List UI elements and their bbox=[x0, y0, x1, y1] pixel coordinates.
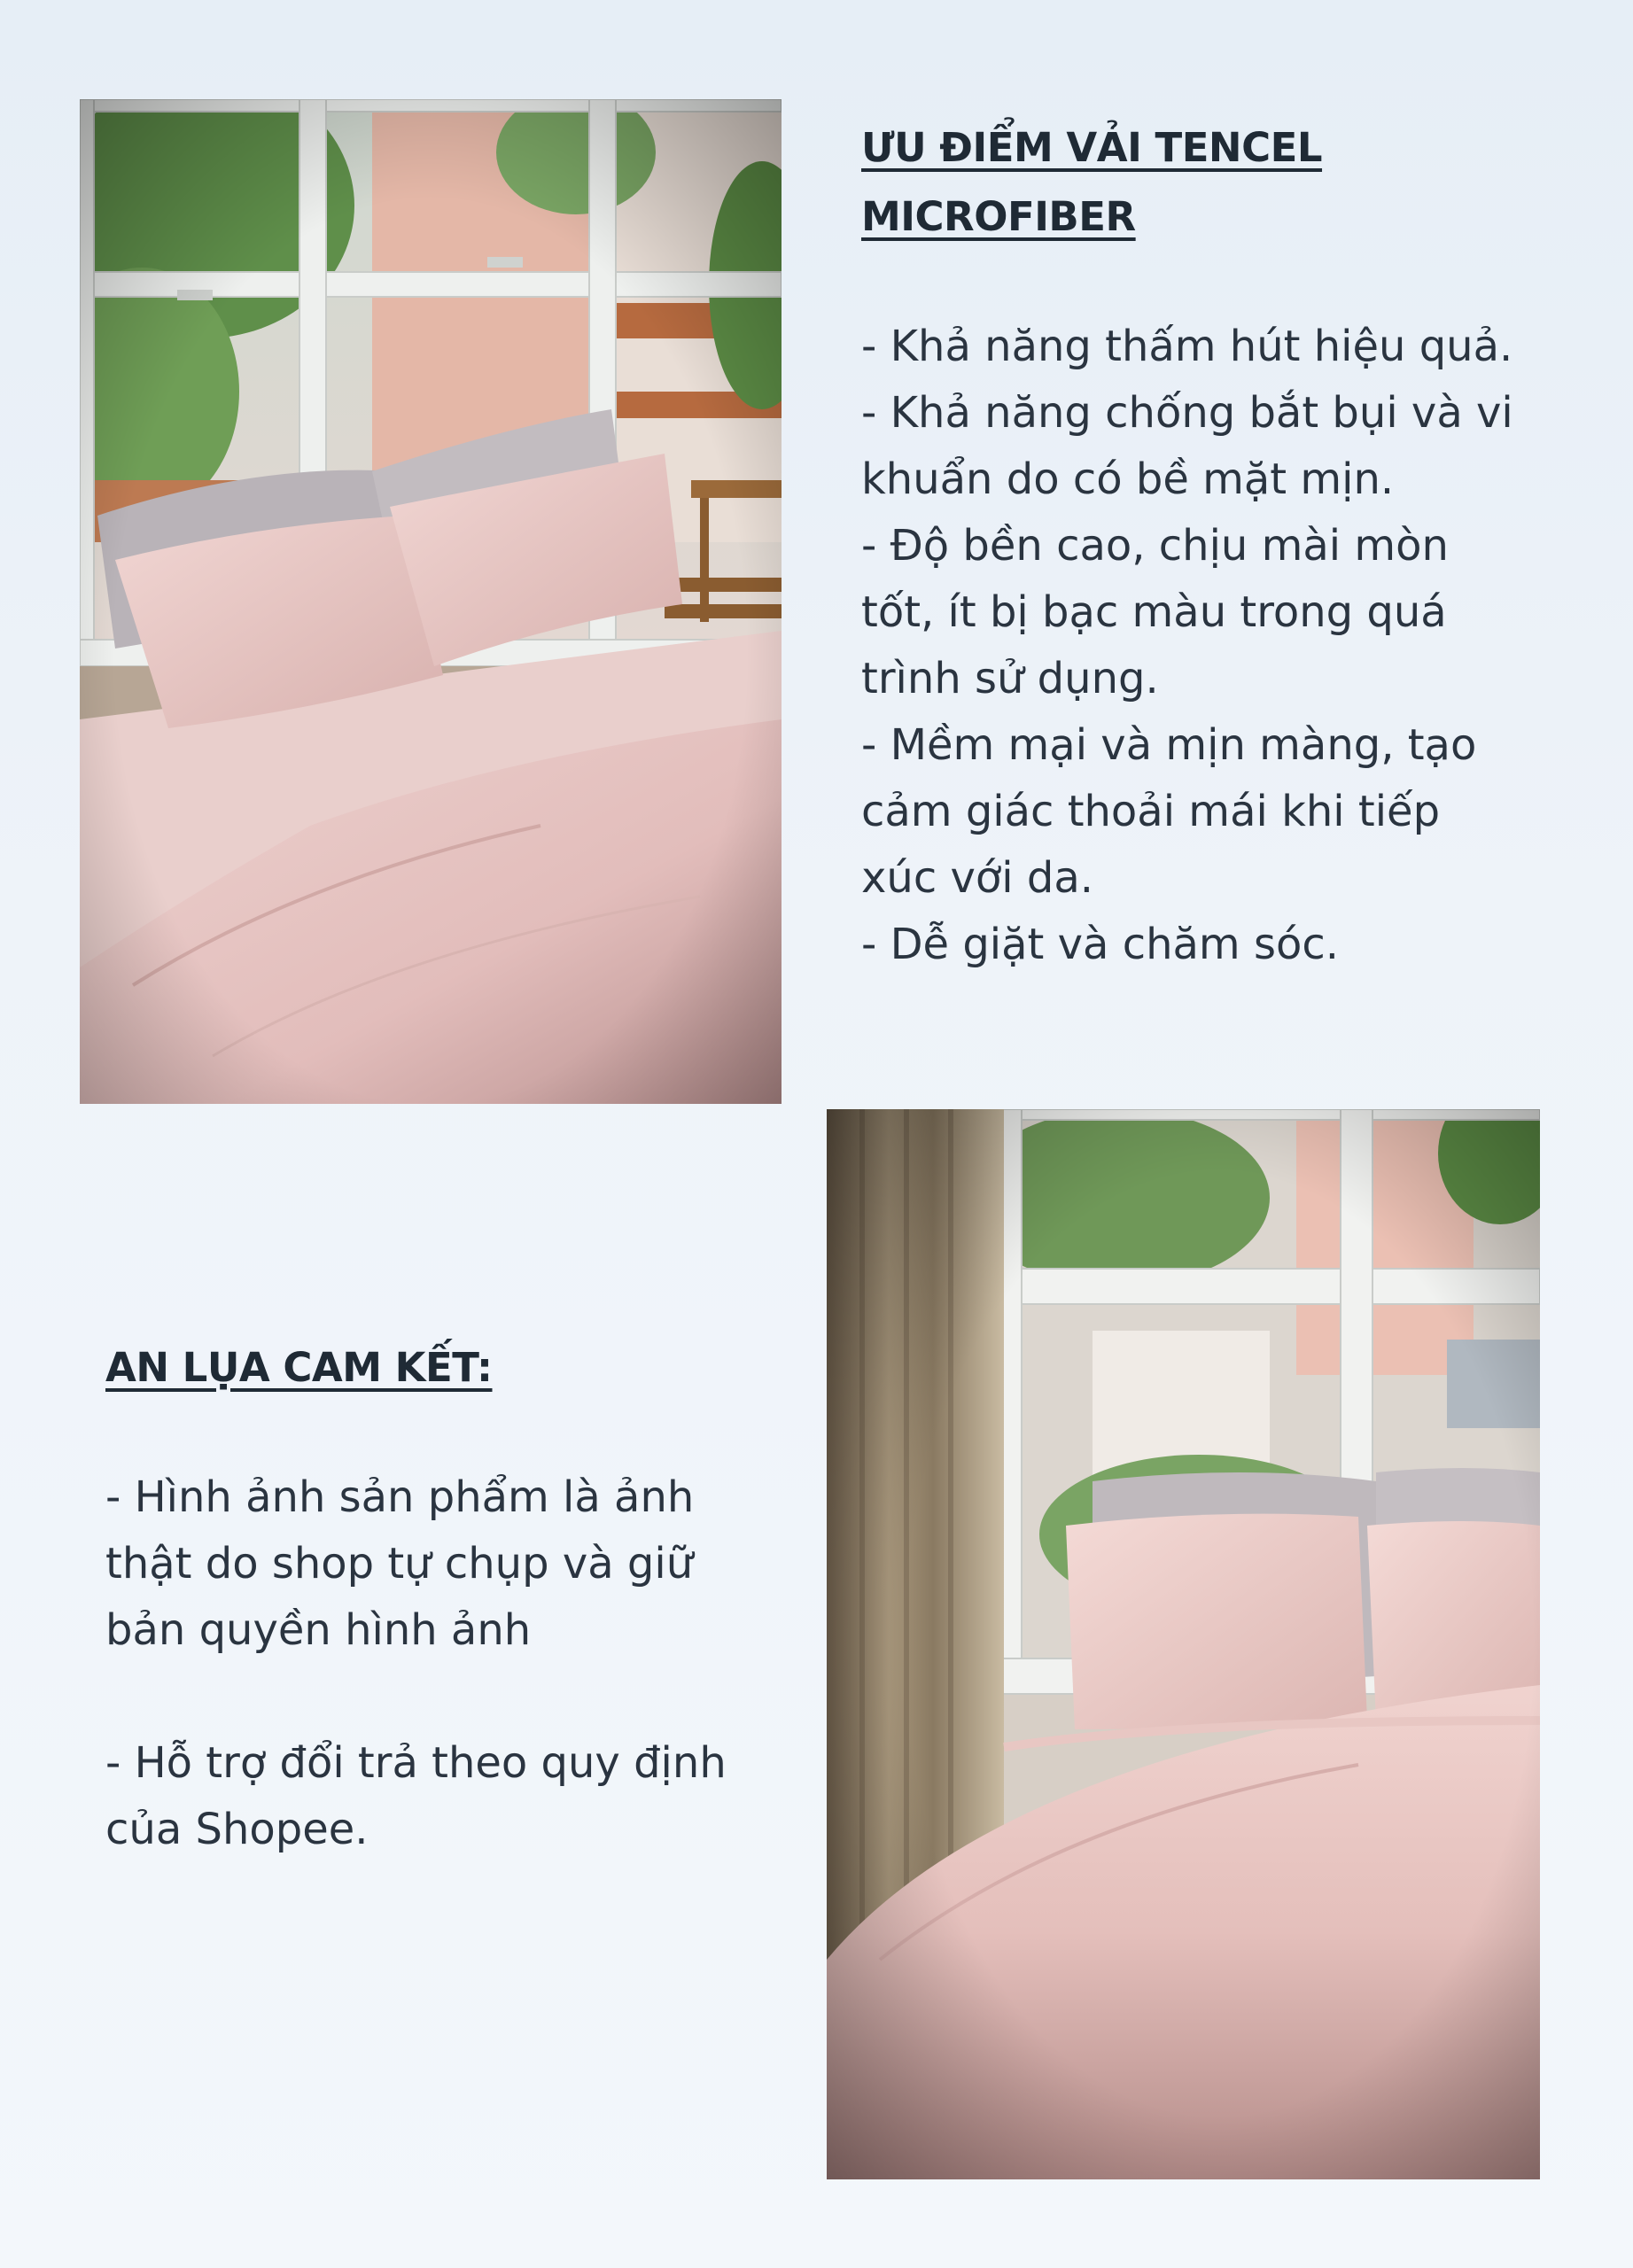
commitment-line: - Hỗ trợ đổi trả theo quy định bbox=[105, 1738, 727, 1788]
commitment-line: thật do shop tự chụp và giữ bbox=[105, 1539, 694, 1588]
features-line: - Khả năng chống bắt bụi và vi bbox=[861, 388, 1513, 438]
features-line: khuẩn do có bề mặt mịn. bbox=[861, 454, 1395, 504]
features-heading-line: ƯU ĐIỂM VẢI TENCEL bbox=[861, 124, 1323, 171]
features-line: xúc với da. bbox=[861, 853, 1093, 903]
bedroom-photo-illustration bbox=[80, 99, 782, 1104]
features-heading bbox=[861, 113, 1570, 252]
commitment-line: - Hình ảnh sản phẩm là ảnh bbox=[105, 1472, 695, 1522]
features-line: tốt, ít bị bạc màu trong quá bbox=[861, 587, 1447, 637]
commitment-line: của Shopee. bbox=[105, 1805, 369, 1854]
commitment-list bbox=[105, 1464, 797, 1863]
product-photo-curtain-bed bbox=[827, 1109, 1540, 2179]
commitment-section bbox=[105, 1333, 797, 1863]
features-list bbox=[861, 314, 1570, 978]
commitment-heading: AN LỤA CAM KẾT: bbox=[105, 1344, 493, 1391]
features-line: - Độ bền cao, chịu mài mòn bbox=[861, 521, 1449, 571]
features-line: - Khả năng thấm hút hiệu quả. bbox=[861, 322, 1513, 371]
product-photo-window-bed bbox=[80, 99, 782, 1104]
commitment-line: bản quyền hình ảnh bbox=[105, 1605, 532, 1655]
features-section bbox=[861, 113, 1570, 978]
paragraph-spacer bbox=[105, 1664, 797, 1730]
features-line: - Mềm mại và mịn màng, tạo bbox=[861, 720, 1477, 770]
features-line: - Dễ giặt và chăm sóc. bbox=[861, 920, 1339, 969]
features-line: cảm giác thoải mái khi tiếp bbox=[861, 787, 1441, 836]
features-heading-line: MICROFIBER bbox=[861, 193, 1136, 240]
features-line: trình sử dụng. bbox=[861, 654, 1159, 703]
bedroom-photo-illustration bbox=[827, 1109, 1540, 2179]
